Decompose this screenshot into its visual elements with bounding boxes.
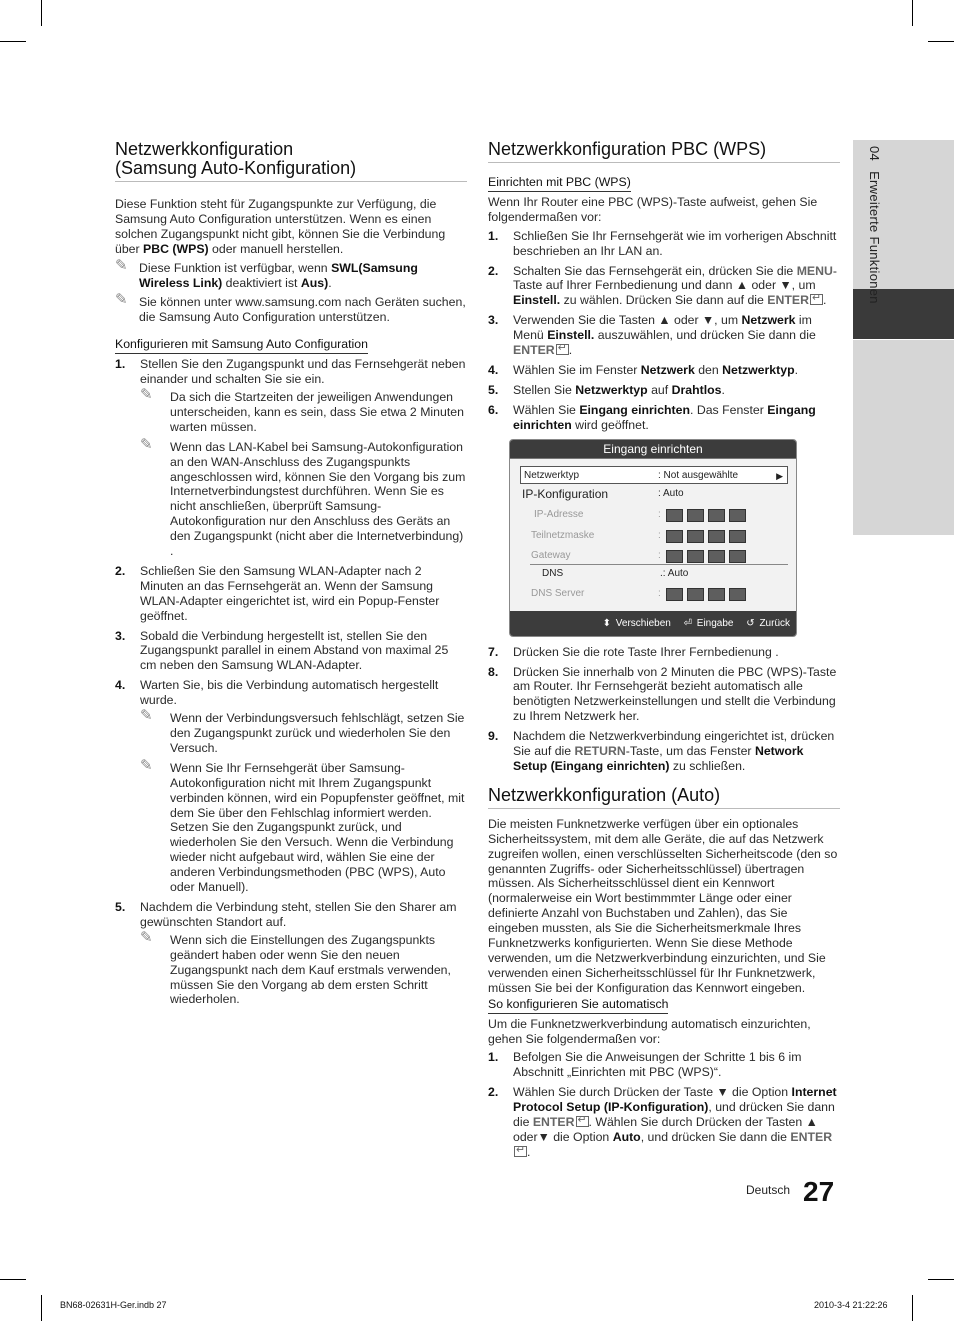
- subheading: Konfigurieren mit Samsung Auto Configuration: [115, 337, 368, 354]
- step-text: Warten Sie, bis die Verbindung automatisch hergestellt wurde.: [140, 678, 439, 708]
- section-title-auto: Netzwerkkonfiguration (Auto): [488, 786, 840, 809]
- osd-colon: :: [658, 508, 661, 520]
- step-text: Verwenden Sie die Tasten ▲ oder ▼, um: [513, 313, 742, 328]
- step-text: . Wählen Sie durch Drücken der Tasten ▲ oder▼ die Option: [513, 1115, 818, 1144]
- step-text: Sobald die Verbindung hergestellt ist, stellen Sie den Zugangspunkt parallel in einem Abstand von maximal 25 cm neben den Samsung WLAN-Adapter.: [140, 628, 449, 673]
- steps-list: [488, 1050, 840, 1159]
- footer-language: Deutsch: [746, 1183, 791, 1197]
- step-bold: Drahtlos: [671, 382, 722, 397]
- step-number: 6.: [488, 402, 499, 417]
- return-icon: ↺: [746, 617, 755, 629]
- step-number: 7.: [488, 644, 499, 659]
- note-text: Wenn Sie Ihr Fernsehgerät über Samsung-Autokonfiguration nicht mit Ihrem Zugangspunkt verbinden können, wird ein Popupfenster geöffnet, mit dem Sie über den Fehlschlag informiert werden. Setzen Sie den Zugangspunkt zurück, und wiederholen Sie den Versuch. Wenn die Verbindung wieder nicht aufgebaut wird, wählen Sie eine der anderen Verbindungsmethoden (PBC (WPS), Auto oder Manuell).: [170, 760, 465, 895]
- ip-octet-fields: [666, 588, 750, 608]
- subheading: Einrichten mit PBC (WPS): [488, 175, 631, 192]
- osd-row-netzwerktyp[interactable]: [520, 466, 788, 484]
- section-title-line1: Netzwerkkonfiguration: [115, 139, 294, 159]
- note: [140, 385, 467, 435]
- step-number: 4.: [115, 678, 126, 693]
- note: [140, 756, 467, 895]
- step-number: 4.: [488, 362, 499, 377]
- auto-intro2: Um die Funknetzwerkverbindung automatisch einzurichten, gehen Sie folgendermaßen vor:: [488, 1016, 811, 1046]
- step-number: 1.: [488, 1050, 499, 1065]
- osd-row-dns-server: [520, 585, 788, 603]
- step-text: Stellen Sie: [513, 382, 576, 397]
- step-bold: Eingang einrichten: [579, 402, 690, 417]
- osd-row-gateway: [520, 547, 788, 565]
- osd-label: IP-Konfiguration: [522, 486, 609, 501]
- step-text: Befolgen Sie die Anweisungen der Schritte 1 bis 6 im Abschnitt „Einrichten mit PBC (WPS)“.: [513, 1050, 802, 1080]
- section-title-auto-config: [115, 140, 467, 182]
- step-text: im Menü: [513, 313, 812, 343]
- osd-setup-screen: [509, 439, 797, 637]
- pencil-note-icon: ✎: [115, 291, 128, 309]
- list-item: [488, 363, 840, 378]
- osd-foot-move: Verschieben: [615, 617, 671, 629]
- osd-value: : Not ausgewählte: [658, 469, 739, 481]
- step-text: , und drücken Sie dann die: [513, 1100, 835, 1130]
- note-text: Wenn sich die Einstellungen des Zugangspunkts geändert haben oder wenn Sie den neuen Zugangspunkt nach dem Kauf erstmals verwenden, müssen Sie den Vorgang ab dem ersten Schritt wiederholen.: [170, 932, 451, 1007]
- step-text: .: [794, 362, 799, 377]
- list-item: [488, 1050, 840, 1080]
- left-column: [115, 140, 467, 1012]
- osd-colon: :: [658, 587, 661, 599]
- intro-paragraph: Wenn Ihr Router eine PBC (WPS)-Taste aufweist, gehen Sie folgendermaßen vor:: [488, 194, 818, 224]
- pencil-note-icon: ✎: [140, 435, 153, 453]
- intro-text-end: oder manuell herstellen.: [208, 241, 344, 256]
- note-text: deaktiviert ist: [222, 275, 301, 290]
- step-text: auf: [647, 382, 672, 397]
- list-item: [115, 357, 467, 559]
- return-key: RETURN: [574, 744, 626, 759]
- list-item: [488, 383, 840, 398]
- chapter-tab-divider: [853, 339, 954, 340]
- osd-title: Eingang einrichten: [510, 440, 796, 459]
- step-bold: Netzwerktyp: [722, 362, 795, 377]
- note-text: Wenn das LAN-Kabel bei Samsung-Autokonfiguration an den WAN-Anschluss des Zugangspunkts angeschlossen wird, können Sie den Vorgang bis zum Internetverbindungstest durchführen. Wenn Sie es nicht anschließen, überprüft Samsung-Autokonfiguration nur den Anschluss des Geräts an den Zugangspunkt (nicht aber die Internetverbindung) .: [170, 439, 466, 559]
- step-text: , und drücken Sie dann die: [640, 1129, 791, 1144]
- list-item: [488, 313, 840, 358]
- step-number: 5.: [115, 899, 126, 914]
- step-text: auszuwählen, und drücken Sie dann die: [594, 328, 816, 343]
- enter-icon: [514, 1146, 527, 1157]
- list-item: [115, 678, 467, 895]
- move-arrows-icon: ⬍: [602, 617, 611, 629]
- step-text: Drücken Sie die rote Taste Ihrer Fernbedienung .: [513, 644, 779, 659]
- osd-colon: :: [658, 549, 661, 561]
- step-text: . Das Fenster: [690, 402, 768, 417]
- chapter-number: 04: [867, 146, 882, 162]
- step-number: 2.: [488, 263, 499, 278]
- chapter-label: [867, 146, 882, 304]
- crop-mark: [928, 1279, 954, 1280]
- list-item: [488, 729, 840, 774]
- enter-key: ENTER: [513, 343, 555, 358]
- auto-intro: Die meisten Funknetzwerke verfügen über ein optionales Sicherheitssystem, mit dem alle Geräte, die auf das Netzwerk zugreifen wollen, einen verschlüsselten Sicherheitscode (den so genannten Zugriffs- oder Sicherheitsschlüssel) übertragen müssen. Als Sicherheitsschlüssel dient ein Kennwort (normalerweise ein Wort bestimmmter Länge oder einer definierte Anzahl von Buchstaben und Zahlen), das Sie eingeben mussten, als Sie die Sicherheitsmerkmale Ihres Funknetzwerks konfigurierten. Wenn Sie diese Methode verwenden, um die Netzwerkverbindung einzurichten, und Sie verwenden einen Sicherheitsschlüssel für Ihr Funknetzwerk, müssen Sie bei der Konfiguration das Kennwort eingeben.: [488, 816, 838, 995]
- step-text: Nachdem die Verbindung steht, stellen Sie den Sharer am gewünschten Standort auf.: [140, 899, 457, 929]
- crop-mark: [41, 0, 42, 26]
- step-number: 9.: [488, 729, 499, 744]
- step-number: 5.: [488, 382, 499, 397]
- arrow-right-icon: ▶: [776, 470, 783, 481]
- list-item: [115, 564, 467, 624]
- list-item: [488, 403, 840, 433]
- step-bold: Eingang einrichten: [513, 402, 816, 432]
- list-item: [488, 1085, 840, 1160]
- right-column: [488, 140, 840, 1165]
- step-text: zu wählen. Drücken Sie dann auf die: [560, 293, 768, 308]
- step-text: den: [694, 362, 723, 377]
- steps-list: [488, 229, 840, 433]
- note: [140, 435, 467, 559]
- step-text: -Taste, um das Fenster: [625, 744, 755, 759]
- crop-mark: [0, 1279, 26, 1280]
- step-number: 3.: [115, 628, 126, 643]
- enter-icon: [556, 344, 569, 355]
- osd-row-ip-address: [520, 506, 788, 524]
- osd-label: Gateway: [531, 549, 571, 561]
- note-text: Sie können unter www.samsung.com nach Geräten suchen, die Samsung Auto Configuration unterstützen.: [139, 295, 466, 325]
- osd-label: IP-Adresse: [534, 508, 584, 520]
- list-item: [488, 264, 840, 309]
- note-text: Da sich die Startzeiten der jeweiligen Anwendungen unterscheiden, kann es sein, dass Sie etwa 2 Minuten warten müssen.: [170, 389, 464, 434]
- osd-footer: [510, 611, 796, 636]
- note-text: .: [328, 275, 332, 290]
- osd-row-subnet: [520, 527, 788, 545]
- step-text: Stellen Sie den Zugangspunkt und das Fernsehgerät neben einander und schalten Sie sie ein.: [140, 357, 466, 387]
- step-bold: Internet Protocol Setup (IP-Konfiguration): [513, 1085, 837, 1115]
- section-title-pbc: Netzwerkkonfiguration PBC (WPS): [488, 140, 840, 163]
- osd-value: .: Auto: [660, 567, 689, 579]
- pencil-note-icon: ✎: [140, 707, 153, 725]
- step-bold: Einstell.: [547, 328, 595, 343]
- step-number: 3.: [488, 313, 499, 328]
- step-text: wird geöffnet.: [571, 417, 649, 432]
- step-text: .: [568, 343, 573, 358]
- step-number: 1.: [115, 357, 126, 372]
- step-text: -Taste auf Ihrer Fernbedienung und dann ▲ oder ▼, um: [513, 263, 838, 293]
- osd-foot-back: Zurück: [759, 617, 790, 629]
- intro-paragraph: [115, 197, 467, 257]
- note: [115, 256, 467, 291]
- note-text: Diese Funktion ist verfügbar, wenn: [139, 260, 332, 275]
- list-item: [488, 665, 840, 725]
- step-text: Wählen Sie: [513, 402, 580, 417]
- step-text: Drücken Sie innerhalb von 2 Minuten die PBC (WPS)-Taste am Router. Ihr Fernsehgerät bezieht automatisch alle benötigten Netzwerkeinstellungen und stellt die Verbindung zu Ihrem Netzwerk her.: [513, 664, 837, 724]
- crop-mark: [912, 0, 913, 26]
- note: [115, 291, 467, 325]
- step-text: Schalten Sie das Fernsehgerät ein, drücken Sie die: [513, 263, 797, 278]
- steps-list: [115, 357, 467, 1007]
- enter-icon: [576, 1116, 589, 1127]
- step-text: Nachdem die Netzwerkverbindung eingerichtet ist, drücken Sie auf die: [513, 729, 835, 759]
- step-text: .: [527, 1144, 531, 1159]
- osd-label: Netzwerktyp: [524, 469, 580, 481]
- osd-label: DNS: [542, 567, 564, 579]
- enter-key: ENTER: [790, 1129, 833, 1144]
- step-text: Schließen Sie Ihr Fernsehgerät wie im vorherigen Abschnitt beschrieben an Ihr LAN an.: [513, 228, 837, 258]
- note-text: Wenn der Verbindungsversuch fehlschlägt, setzen Sie den Zugangspunkt zurück und wiederholen Sie den Versuch.: [170, 711, 465, 755]
- osd-value: : Auto: [658, 487, 684, 499]
- note: [140, 707, 467, 756]
- list-item: [115, 900, 467, 1007]
- pencil-note-icon: ✎: [140, 928, 153, 946]
- list-item: [488, 229, 840, 259]
- step-number: 8.: [488, 664, 499, 679]
- chapter-side-tab: [853, 140, 954, 535]
- pencil-note-icon: ✎: [140, 385, 153, 403]
- pencil-note-icon: ✎: [140, 756, 153, 774]
- crop-mark: [41, 1295, 42, 1321]
- menu-key: MENU: [796, 263, 833, 278]
- step-number: 2.: [115, 563, 126, 578]
- slug-left: BN68-02631H-Ger.indb 27: [60, 1300, 167, 1310]
- chapter-title: Erweiterte Funktionen: [867, 171, 882, 304]
- crop-mark: [912, 1295, 913, 1321]
- step-bold: Netzwerk: [640, 362, 695, 377]
- osd-foot-enter: Eingabe: [696, 617, 734, 629]
- subheading: So konfigurieren Sie automatisch: [488, 997, 668, 1014]
- step-number: 2.: [488, 1085, 499, 1100]
- steps-list: [488, 645, 840, 774]
- step-number: 1.: [488, 228, 499, 243]
- intro-bold: PBC (WPS): [143, 241, 209, 256]
- step-text: .: [721, 382, 725, 397]
- step-text: Schließen Sie den Samsung WLAN-Adapter nach 2 Minuten an das Fernsehgerät an. Wenn der Samsung WLAN-Adapter eingerichtet ist, wird ein Popup-Fenster geöffnet.: [140, 563, 440, 623]
- note-bold: SWL(Samsung Wireless Link): [139, 260, 418, 290]
- step-bold: Netzwerk: [741, 313, 796, 328]
- osd-label: Teilnetzmaske: [531, 529, 595, 541]
- osd-row-dns[interactable]: [520, 565, 788, 583]
- list-item: [115, 629, 467, 674]
- page-number: 27: [803, 1176, 835, 1207]
- note-bold: Aus): [300, 275, 329, 290]
- step-bold: Netzwerktyp: [575, 382, 648, 397]
- note: [140, 928, 467, 1008]
- step-bold: Einstell.: [513, 293, 561, 308]
- step-bold: Network Setup (Eingang einrichten): [513, 744, 804, 773]
- step-text: zu schließen.: [669, 758, 746, 773]
- enter-key: ENTER: [532, 1115, 575, 1130]
- slug-right: 2010-3-4 21:22:26: [814, 1300, 888, 1310]
- section-title-line2: (Samsung Auto-Konfiguration): [115, 158, 357, 178]
- intro-text: Diese Funktion steht für Zugangspunkte zur Verfügung, die Samsung Auto Configuration unterstützen. Wenn es einen solchen Zugangspunkt nicht gibt, können Sie die Verbindung über: [115, 197, 446, 256]
- step-text: Wählen Sie im Fenster: [513, 362, 641, 377]
- enter-key: ENTER: [767, 293, 809, 308]
- osd-colon: :: [658, 529, 661, 541]
- step-text: Wählen Sie durch Drücken der Taste ▼ die Option: [513, 1085, 792, 1100]
- enter-icon: ⏎: [683, 617, 692, 629]
- enter-icon: [810, 294, 823, 305]
- osd-row-ip-config[interactable]: [520, 485, 788, 503]
- step-text: .: [822, 293, 827, 308]
- ip-octet-fields: [666, 509, 750, 529]
- step-bold: Auto: [612, 1129, 641, 1144]
- osd-label: DNS Server: [531, 587, 585, 599]
- crop-mark: [928, 41, 954, 42]
- crop-mark: [0, 41, 26, 42]
- list-item: [488, 645, 840, 660]
- pencil-note-icon: ✎: [115, 256, 128, 274]
